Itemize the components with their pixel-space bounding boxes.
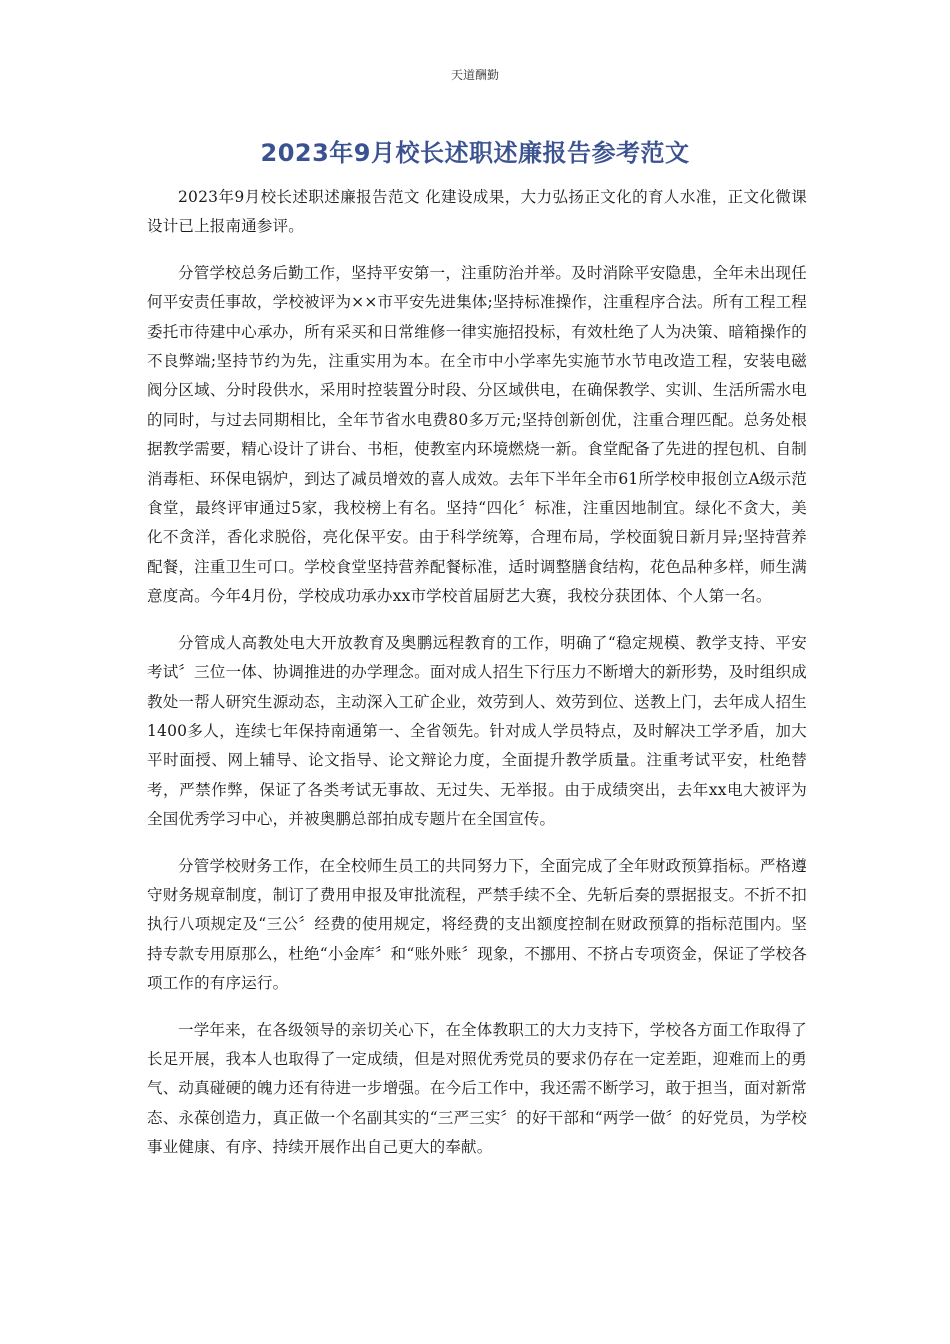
page-header: 天道酬勤 [450, 68, 499, 82]
paragraph-adult-education: 分管成人高教处电大开放教育及奥鹏远程教育的工作，明确了“稳定规模、教学支持、平安考试〞三位一体、协调推进的办学理念。面对成人招生下行压力不断增大的新形势，及时组织成教处一帮人研究生源动态，主动深入工矿企业，效劳到人、效劳到位、送教上门，去年成人招生1400多人，连续七年保持南通第一、全省领先。针对成人学员特点，及时解决工学矛盾，加大平时面授、网上辅导、论文指导、论文辩论力度，全面提升教学质量。注重考试平安，杜绝替考，严禁作弊，保证了各类考试无事故、无过失、无举报。由于成绩突出，去年xx电大被评为全国优秀学习中心，并被奥鹏总部拍成专题片在全国宣传。 [147, 633, 807, 829]
document-title: 2023年9月校长述职述廉报告参考范文 [260, 139, 690, 167]
paragraph-intro: 2023年9月校长述职述廉报告范文 化建设成果，大力弘扬正文化的育人水准，正文化微课设计已上报南通参评。 [147, 188, 807, 236]
paragraph-logistics: 分管学校总务后勤工作，坚持平安第一，注重防治并举。及时消除平安隐患，全年未出现任何平安责任事故，学校被评为××市平安先进集体;坚持标准操作，注重程序合法。所有工程工程委托市待建中心承办，所有采买和日常维修一律实施招投标，有效杜绝了人为决策、暗箱操作的不良弊端;坚持节约为先，注重实用为本。在全市中小学率先实施节水节电改造工程，安装电磁阀分区域、分时段供水，采用时控装置分时段、分区域供电，在确保教学、实训、生活所需水电的同时，与过去同期相比，全年节省水电费80多万元;坚持创新创优，注重合理匹配。总务处根据教学需要，精心设计了讲台、书柜，使教室内环境燃烧一新。食堂配备了先进的捏包机、自制消毒柜、环保电锅炉，到达了减员增效的喜人成效。去年下半年全市61所学校申报创立A级示范食堂，最终评审通过5家，我校榜上有名。坚持“四化〞标准，注重因地制宜。绿化不贪大，美化不贪洋，香化求脱俗，亮化保平安。由于科学统筹，合理布局，学校面貌日新月异;坚持营养配餐，注重卫生可口。学校食堂坚持营养配餐标准，适时调整膳食结构，花色品种多样，师生满意度高。今年4月份，学校成功承办xx市学校首届厨艺大赛，我校分获团体、个人第一名。 [147, 263, 807, 606]
paragraph-summary: 一学年来，在各级领导的亲切关心下，在全体教职工的大力支持下，学校各方面工作取得了长足开展，我本人也取得了一定成绩，但是对照优秀党员的要求仍存在一定差距，迎难而上的勇气、动真碰硬的魄力还有待进一步增强。在今后工作中，我还需不断学习，敢于担当，面对新常态、永葆创造力，真正做一个名副其实的“三严三实〞的好干部和“两学一做〞的好党员，为学校事业健康、有序、持续开展作出自己更大的奉献。 [147, 1020, 807, 1157]
paragraph-finance: 分管学校财务工作，在全校师生员工的共同努力下，全面完成了全年财政预算指标。严格遵守财务规章制度，制订了费用申报及审批流程，严禁手续不全、先斩后奏的票据报支。不折不扣执行八项规定及“三公〞经费的使用规定，将经费的支出额度控制在财政预算的指标范围内。坚持专款专用原那么，杜绝“小金库〞和“账外账〞现象，不挪用、不挤占专项资金，保证了学校各项工作的有序运行。 [147, 856, 807, 993]
document-body [147, 183, 807, 1180]
